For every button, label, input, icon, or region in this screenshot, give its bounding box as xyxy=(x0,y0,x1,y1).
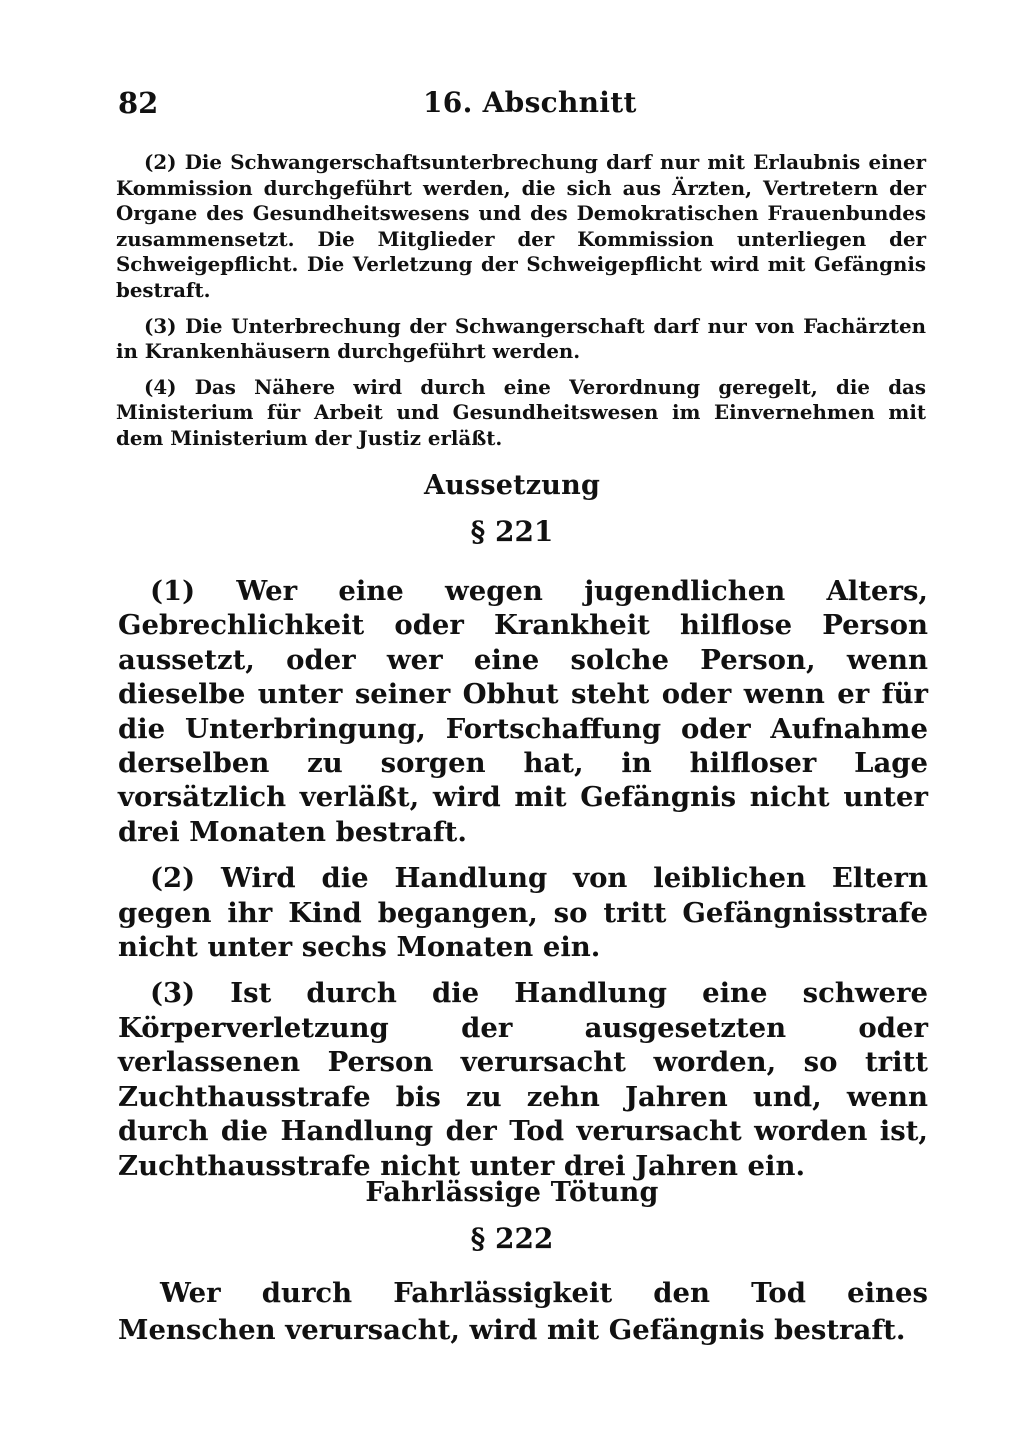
page-number: 82 xyxy=(118,86,159,120)
section-number-222: § 222 xyxy=(470,1222,554,1255)
section-number-221: § 221 xyxy=(470,515,554,548)
page-header xyxy=(118,86,928,126)
paragraph: (3) Die Unterbrechung der Schwangerschaft darf nur von Fachärzten in Krankenhäusern durchgeführt werden. xyxy=(116,313,926,364)
section-222-body xyxy=(118,1275,928,1349)
paragraph: Wer durch Fahrlässigkeit den Tod eines Menschen verursacht, wird mit Gefängnis bestraft. xyxy=(118,1277,928,1346)
paragraph: (4) Das Nähere wird durch eine Verordnung geregelt, die das Ministerium für Arbeit und Gesundheitswesen im Einvernehmen mit dem Ministerium der Justiz erläßt. xyxy=(116,374,926,450)
paragraph: (2) Die Schwangerschaftsunterbrechung darf nur mit Erlaubnis einer Kommission durchgeführt werden, die sich aus Ärzten, Vertretern der Organe des Gesundheitswesens und des Demokratischen Frauenbundes zusammensetzt. Die Mitglieder der Kommission unterliegen der Schweigepflicht. Die Verletzung der Schweigepflicht wird mit Gefängnis bestraft. xyxy=(116,150,926,302)
paragraph: (2) Wird die Handlung von leiblichen Eltern gegen ihr Kind begangen, so tritt Gefängnisstrafe nicht unter sechs Monaten ein. xyxy=(118,862,928,964)
section-221-body xyxy=(118,574,928,1195)
paragraph: (1) Wer eine wegen jugendlichen Alters, Gebrechlichkeit oder Krankheit hilflose Person aussetzt, oder wer eine solche Person, wenn dieselbe unter seiner Obhut steht oder wenn er für die Unterbringung, Fortschaffung oder Aufnahme derselben zu sorgen hat, in hilfloser Lage vorsätzlich verläßt, wird mit Gefängnis nicht unter drei Monaten bestraft. xyxy=(118,575,928,848)
section-title-221: Aussetzung xyxy=(423,470,601,501)
section-title-222: Fahrlässige Tötung xyxy=(365,1177,659,1208)
continuation-text xyxy=(116,150,926,462)
paragraph: (3) Ist durch die Handlung eine schwere Körperverletzung der ausgesetzten oder verlassenen Person verursacht worden, so tritt Zuchthausstrafe bis zu zehn Jahren und, wenn durch die Handlung der Tod verursacht worden ist, Zuchthausstrafe nicht unter drei Jahren ein. xyxy=(118,977,928,1182)
running-head: 16. Abschnitt xyxy=(423,86,637,119)
